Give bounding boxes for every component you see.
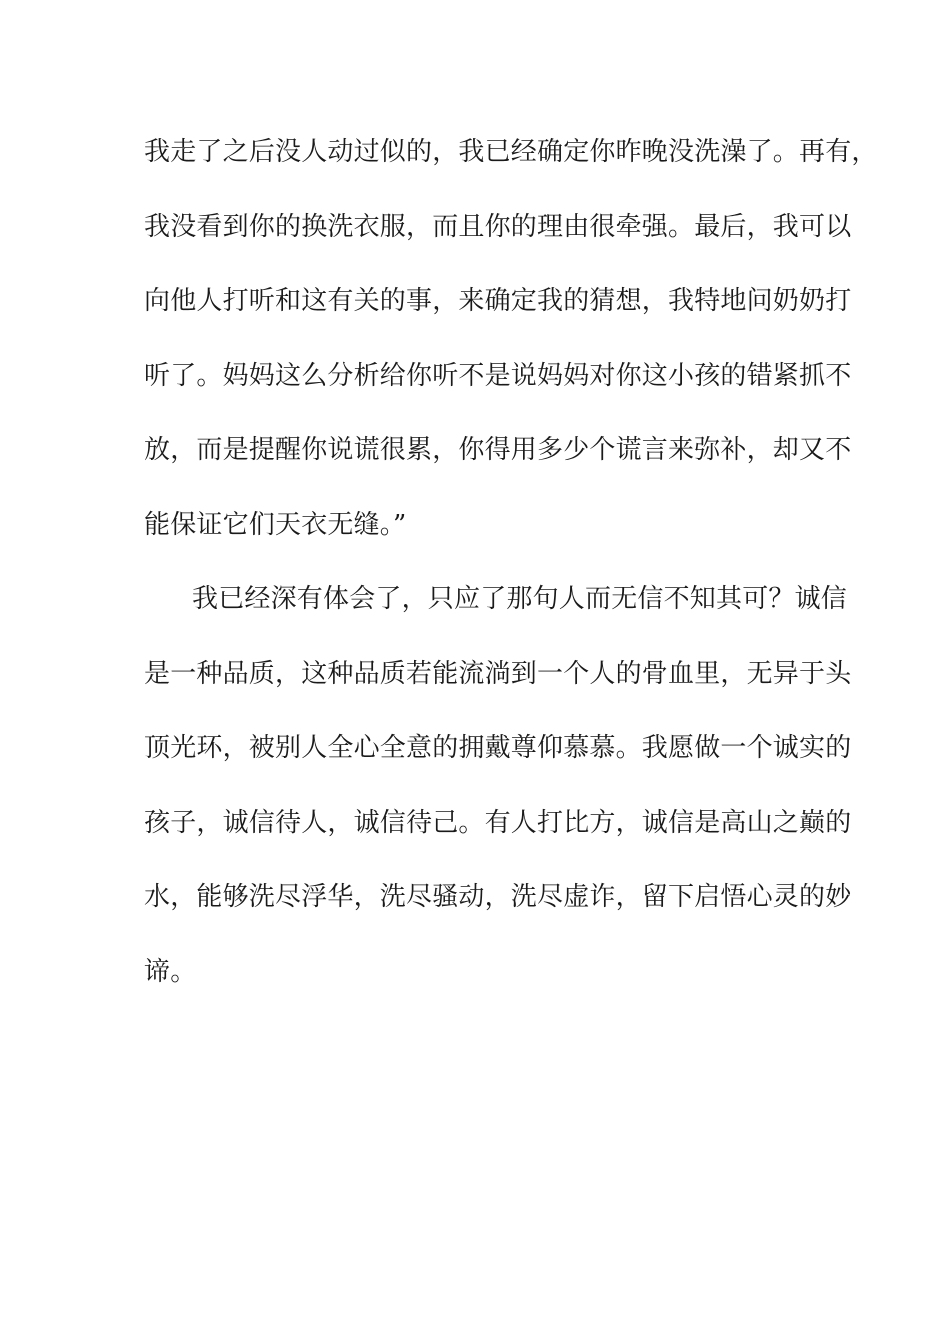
paragraph-2 xyxy=(144,575,852,1022)
text-line: 水，能够洗尽浮华，洗尽骚动，洗尽虚诈，留下启悟心灵的妙 xyxy=(144,882,852,912)
body-text xyxy=(144,128,878,1022)
text-line: 我没看到你的换洗衣服，而且你的理由很牵强。最后，我可以 xyxy=(144,211,852,242)
text-line: 是一种品质，这种品质若能流淌到一个人的骨血里，无异于头 xyxy=(144,658,852,689)
text-line: 向他人打听和这有关的事，来确定我的猜想，我特地问奶奶打 xyxy=(144,286,852,316)
text-line: 我走了之后没人动过似的，我已经确定你昨晚没洗澡了。再有， xyxy=(144,137,878,167)
text-line: 孩子，诚信待人，诚信待己。有人打比方，诚信是高山之巅的 xyxy=(144,807,852,838)
text-line: 顶光环，被别人全心全意的拥戴尊仰慕慕。我愿做一个诚实的 xyxy=(144,733,852,763)
text-line: 能保证它们天衣无缝。” xyxy=(144,509,407,540)
paragraph-1 xyxy=(144,128,878,575)
text-line: 我已经深有体会了，只应了那句人而无信不知其可？诚信 xyxy=(192,584,848,614)
text-line: 谛。 xyxy=(144,956,197,987)
text-line: 听了。妈妈这么分析给你听不是说妈妈对你这小孩的错紧抓不 xyxy=(144,360,852,391)
text-line: 放，而是提醒你说谎很累，你得用多少个谎言来弥补，却又不 xyxy=(144,435,852,465)
